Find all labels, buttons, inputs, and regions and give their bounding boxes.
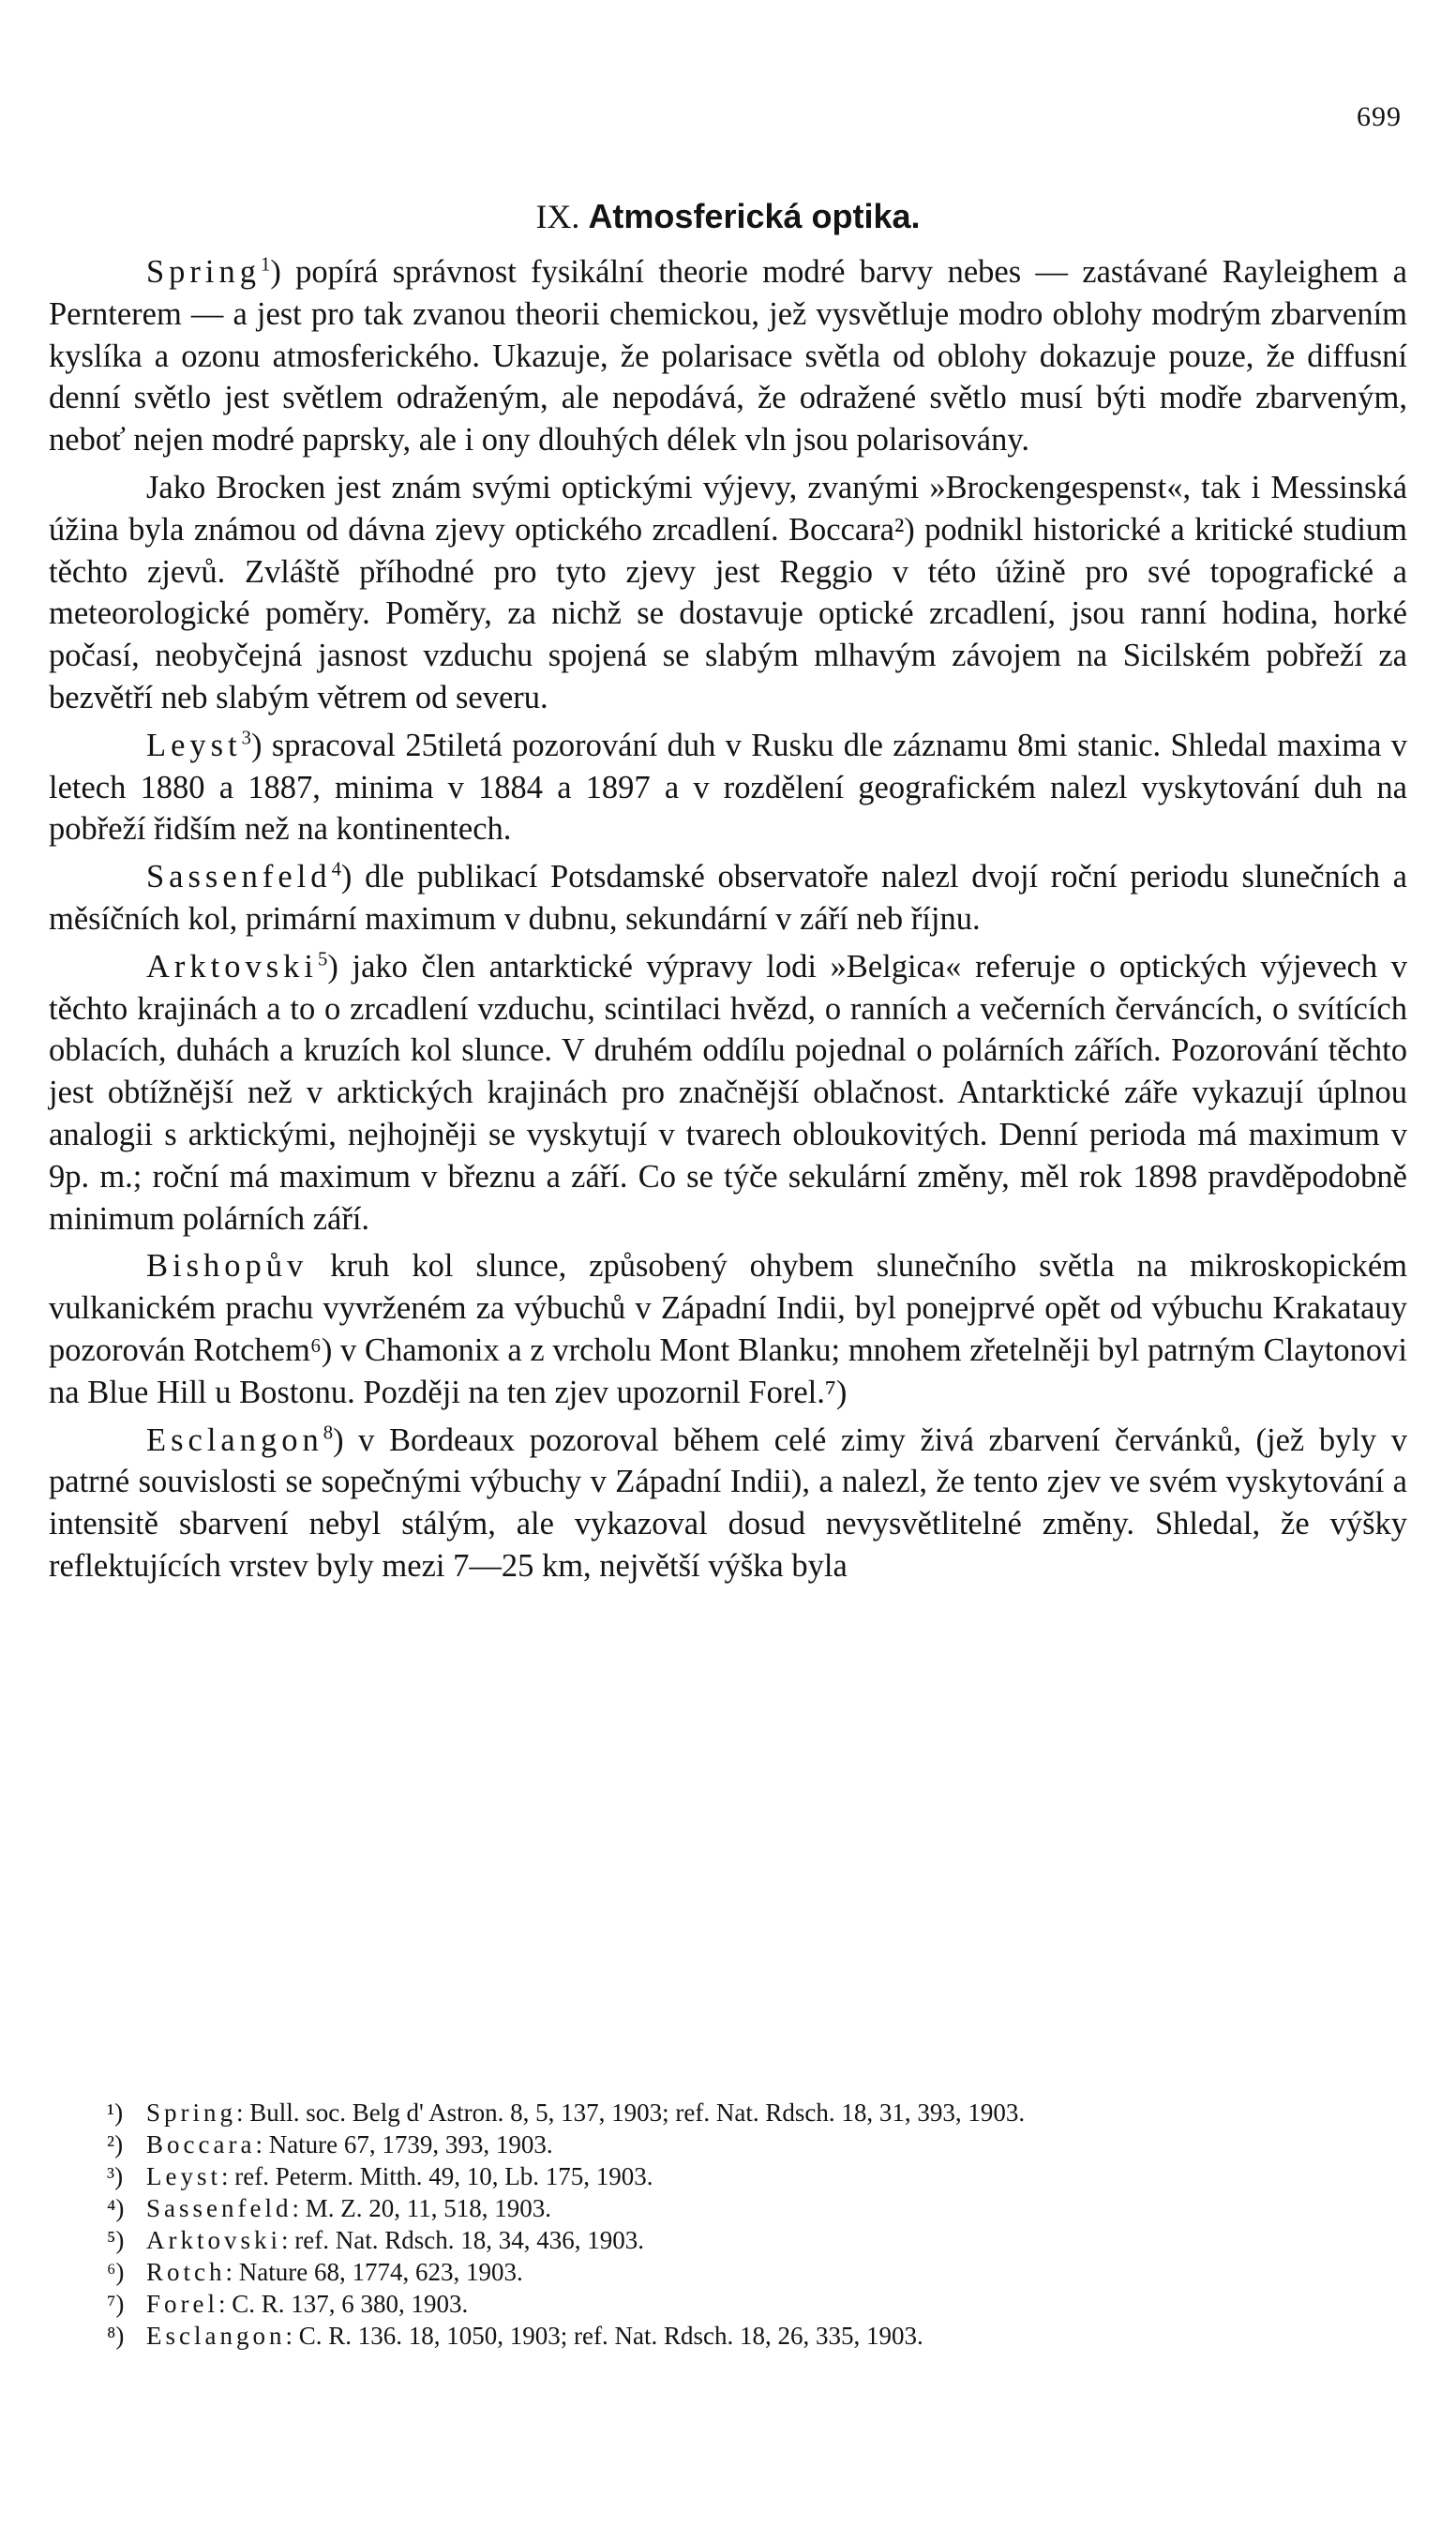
footnote-text: : C. R. 136. 18, 1050, 1903; ref. Nat. Rdsch. 18, 26, 335, 1903. (285, 2322, 923, 2350)
footnote-text: : M. Z. 20, 11, 518, 1903. (292, 2194, 551, 2222)
footnotes (49, 2097, 1407, 2352)
footnote-mark: ⁴) (107, 2194, 125, 2222)
footnote-4 (49, 2192, 1407, 2224)
paragraph-leyst: Leyst$^3$) spracoval 25tiletá pozorování duh v Rusku dle záznamu 8mi stanic. Shledal maxima v letech 1880 a 1887, minima v 1884 a 1897 a v rozdělení geografickém nalezl vyskytování duh na pobřeží řidším než na kontinentech. (49, 727, 1407, 848)
footnote-text: : Nature 68, 1774, 623, 1903. (225, 2258, 523, 2286)
body-text (49, 251, 1407, 1593)
footnote-2 (49, 2128, 1407, 2160)
paragraph-brocken (49, 467, 1407, 719)
paragraph-bishop (49, 1245, 1407, 1413)
footnote-1 (49, 2097, 1407, 2128)
footnote-author: Arktovski (146, 2226, 281, 2254)
footnote-text: : Nature 67, 1739, 393, 1903. (255, 2130, 553, 2158)
footnote-mark: ⁶) (107, 2258, 125, 2286)
footnote-author: Spring (146, 2098, 237, 2127)
paragraph-text: popírá správnost fysikální theorie modré barvy nebes — zastávané Rayleighem a Pernterem — a jest pro tak zvanou theorii chemickou, jež vysvětluje modro oblohy modrým zbarvením kyslíka a ozonu atmosferického. Ukazuje, že polarisace světla od oblohy dokazuje pouze, že diffusní denní světlo jest světlem odraženým, ale nepodává, že odražené světlo musí býti modře zbarveným, neboť nejen modré paprsky, ale i ony dlouhých délek vln jsou polarisovány. (49, 254, 1407, 459)
footnote-ref: 3 (241, 728, 251, 749)
footnote-mark: ⁷) (107, 2290, 125, 2318)
footnote-ref: 8 (323, 1422, 334, 1444)
paragraph-text: Jako Brocken jest znám svými optickými výjevy, zvanými »Brockengespenst«, tak i Messinská úžina byla známou od dávna zjevy optického zrcadlení. Boccara²) podnikl historické a kritické studium těchto zjevů. Zvláště příhodné pro tyto zjevy jest Reggio v této úžině pro své topografické a meteorologické poměry. Poměry, za nichž se dostavuje optické zrcadlení, jsou ranní hodina, horké počasí, neobyčejná jasnost vzduchu spojená se slabým mlhavým závojem na Sicilském pobřeží za bezvětří neb slabým větrem od severu. (49, 469, 1407, 715)
paragraph-author: Bishopův (146, 1248, 308, 1285)
footnote-author: Leyst (146, 2162, 221, 2190)
footnote-mark: ¹) (107, 2098, 124, 2127)
section-heading (0, 197, 1456, 236)
footnote-author: Sassenfeld (146, 2194, 293, 2222)
footnote-ref: 5 (318, 949, 328, 970)
footnote-author: Boccara (146, 2130, 256, 2158)
footnote-text: : ref. Nat. Rdsch. 18, 34, 436, 1903. (281, 2226, 644, 2254)
paragraph-author: Esclangon (146, 1421, 323, 1458)
footnote-ref: 1 (261, 254, 271, 276)
paragraph-author: Spring (146, 254, 262, 290)
footnote-ref: 4 (331, 859, 341, 880)
footnote-8 (49, 2320, 1407, 2352)
footnote-text: : C. R. 137, 6 380, 1903. (218, 2290, 469, 2318)
footnote-text: : ref. Peterm. Mitth. 49, 10, Lb. 175, 1903. (221, 2162, 653, 2190)
paragraph-author: Arktovski (146, 948, 318, 985)
footnote-author: Forel (146, 2290, 218, 2318)
section-title: Atmosferická optika. (588, 197, 921, 235)
paragraph-author: Sassenfeld (146, 859, 332, 895)
footnote-3 (49, 2160, 1407, 2192)
page-number: 699 (1357, 101, 1402, 132)
paragraph-text: kruh kol slunce, způsobený ohybem slunečního světla na mikroskopickém vulkanickém prachu vyvrženém za výbuchů v Západní Indii, byl ponejprvé opět od výbuchu Krakatauy pozorován Rotchem⁶) v Chamonix a z vrcholu Mont Blanku; mnohem zřetelněji byl patrným Claytonovi na Blue Hill u Bostonu. Později na ten zjev upozornil Forel.⁷) (49, 1248, 1407, 1410)
paragraph-esclangon: Esclangon$^8$) v Bordeaux pozoroval během celé zimy živá zbarvení červánků, (jež byly v patrné souvislosti se sopečnými výbuchy v Západní Indii), a nalezl, že tento zjev ve svém vyskytování a intensitě sbarvení nebyl stálým, ale vykazoval dosud nevysvětlitelné změny. Shledal, že výšky reflektujících vrstev byly mezi 7—25 km, největší výška byla (49, 1421, 1407, 1584)
paragraph-text: jako člen antarktické výpravy lodi »Belgica« referuje o optických výjevech v těchto krajinách a to o zrcadlení vzduchu, scintilaci hvězd, o ranních a večerních červáncích, o svítících oblacích, duhách a kruzích kol slunce. V druhém oddílu pojednal o polárních zářích. Pozorování těchto jest obtížnější než v arktických krajinách pro značnější oblačnost. Antarktické záře vykazují úplnou analogii s arktickými, nejhojněji se vyskytují v tvarech obloukovitých. Denní perioda má maximum v 9p. m.; roční má maximum v březnu a září. Co se týče sekulární změny, měl rok 1898 pravděpodobně minimum polárních září. (49, 948, 1407, 1237)
paragraph-arktovski: Arktovski$^5$) jako člen antarktické výpravy lodi »Belgica« referuje o optických výjevech v těchto krajinách a to o zrcadlení vzduchu, scintilaci hvězd, o ranních a večerních červáncích, o svítících oblacích, duhách a kruzích kol slunce. V druhém oddílu pojednal o polárních zářích. Pozorování těchto jest obtížnější než v arktických krajinách pro značnější oblačnost. Antarktické záře vykazují úplnou analogii s arktickými, nejhojněji se vyskytují v tvarech obloukovitých. Denní perioda má maximum v 9p. m.; roční má maximum v březnu a září. Co se týče sekulární změny, měl rok 1898 pravděpodobně minimum polárních září. (49, 948, 1407, 1237)
paragraph-sassenfeld: Sassenfeld$^4$) dle publikací Potsdamské observatoře nalezl dvojí roční periodu slunečních a měsíčních kol, primární maximum v dubnu, sekundární v září neb říjnu. (49, 859, 1407, 937)
paragraph-text: dle publikací Potsdamské observatoře nalezl dvojí roční periodu slunečních a měsíčních kol, primární maximum v dubnu, sekundární v září neb říjnu. (49, 859, 1407, 937)
paragraph-spring: Spring$^1$) popírá správnost fysikální theorie modré barvy nebes — zastávané Rayleighem a Pernterem — a jest pro tak zvanou theorii chemickou, jež vysvětluje modro oblohy modrým zbarvením kyslíka a ozonu atmosferického. Ukazuje, že polarisace světla od oblohy dokazuje pouze, že diffusní denní světlo jest světlem odraženým, ale nepodává, že odražené světlo musí býti modře zbarveným, neboť nejen modré paprsky, ale i ony dlouhých délek vln jsou polarisovány. (49, 254, 1407, 459)
footnote-5 (49, 2224, 1407, 2256)
paragraph-text: spracoval 25tiletá pozorování duh v Rusku dle záznamu 8mi stanic. Shledal maxima v letech 1880 a 1887, minima v 1884 a 1897 a v rozdělení geografickém nalezl vyskytování duh na pobřeží řidším než na kontinentech. (49, 727, 1407, 848)
footnote-author: Rotch (146, 2258, 226, 2286)
section-number: IX. (535, 198, 580, 235)
paragraph-text: v Bordeaux pozoroval během celé zimy živá zbarvení červánků, (jež byly v patrné souvislosti se sopečnými výbuchy v Západní Indii), a nalezl, že tento zjev ve svém vyskytování a intensitě sbarvení nebyl stálým, ale vykazoval dosud nevysvětlitelné změny. Shledal, že výšky reflektujících vrstev byly mezi 7—25 km, největší výška byla (49, 1421, 1407, 1584)
footnote-6 (49, 2256, 1407, 2288)
paragraph-author: Leyst (146, 727, 242, 763)
footnote-author: Esclangon (146, 2322, 286, 2350)
footnote-text: : Bull. soc. Belg d' Astron. 8, 5, 137, 1903; ref. Nat. Rdsch. 18, 31, 393, 1903. (236, 2098, 1026, 2127)
footnote-mark: ⁵) (107, 2226, 125, 2254)
footnote-mark: ³) (107, 2162, 124, 2190)
footnote-mark: ²) (107, 2130, 124, 2158)
footnote-mark: ⁸) (107, 2322, 125, 2350)
footnote-7 (49, 2288, 1407, 2320)
